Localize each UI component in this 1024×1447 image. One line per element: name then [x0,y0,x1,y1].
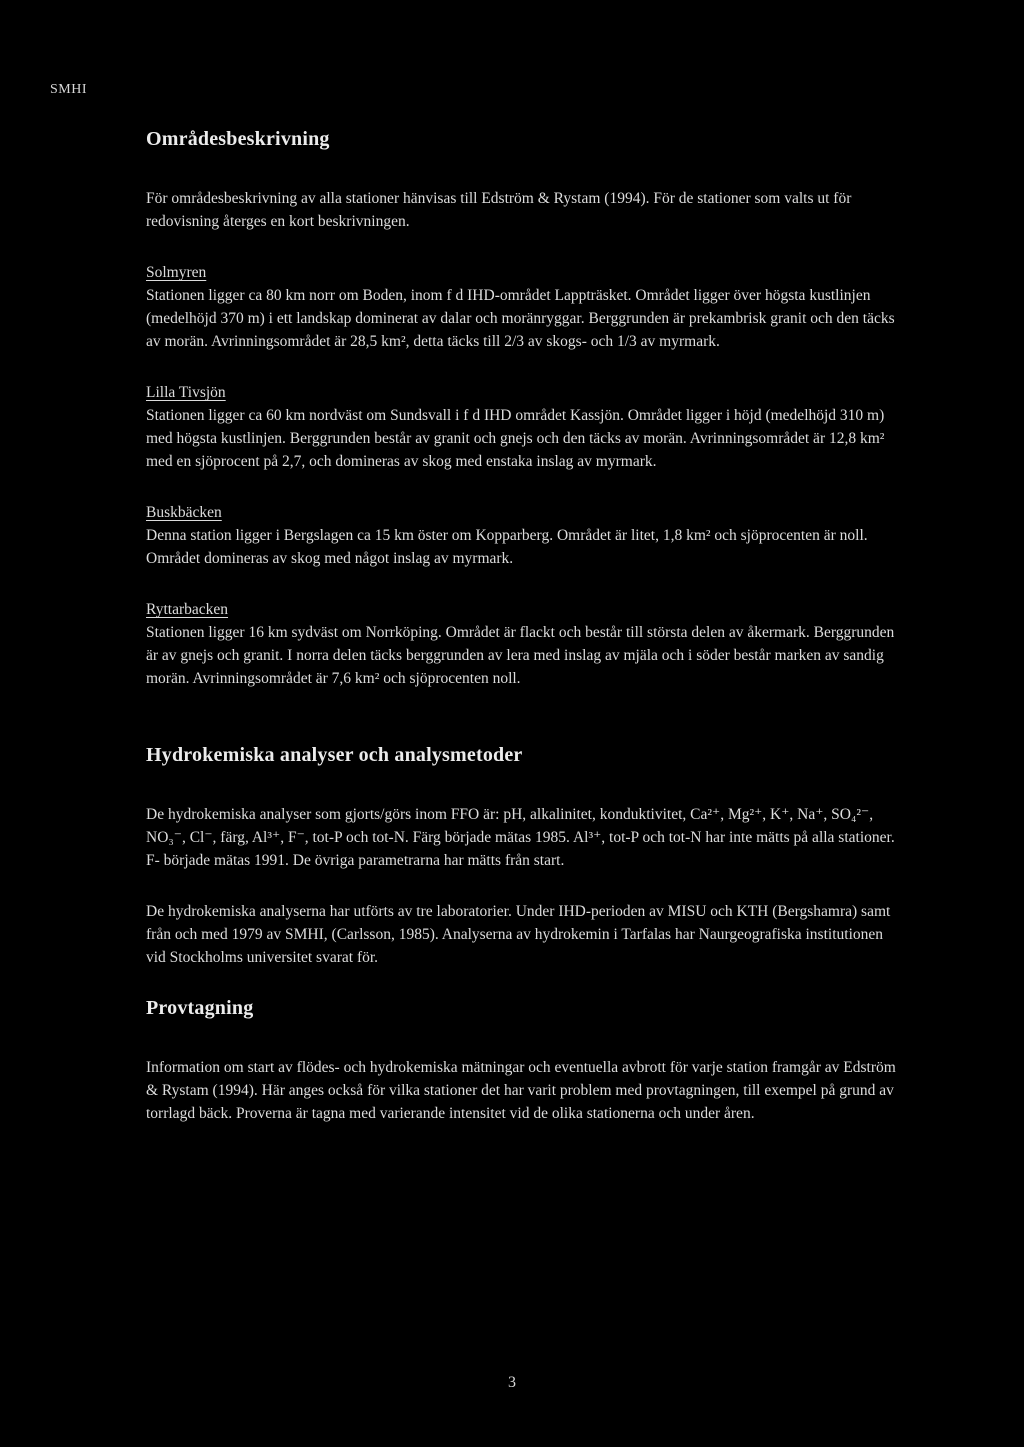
provtagning-text: Information om start av flödes- och hydrokemiska mätningar och eventuella avbrott för varje station framgår av Edström & Rystam (1994). Här anges också för vilka stationer det har varit problem med provtagningen, till exempel på grund av torrlagd bäck. Proverna är tagna med varierande intensitet vid de olika stationerna och under åren. [146,1059,896,1122]
intro-text: För områdesbeskrivning av alla stationer hänvisas till Edström & Rystam (1994). För de stationer som valts ut för redovisning återges en kort beskrivningen. [146,190,852,230]
section-title-provtagning: Provtagning [146,997,254,1019]
provtagning-paragraph [146,1056,906,1125]
station-text-lilla-tivsjon: Stationen ligger ca 60 km nordväst om Sundsvall i f d IHD området Kassjön. Området ligger i höjd (medelhöjd 310 m) med högsta kustlinjen. Berggrunden består av granit och gnejs och den täcks av morän. Avrinningsområdet är 12,8 km² med en sjöprocent på 2,7, och domineras av skog med enstaka inslag av myrmark. [146,407,885,470]
document-body [146,128,906,1153]
station-name-buskbacken: Buskbäcken [146,504,222,521]
station-solmyren [146,261,906,353]
station-text-buskbacken: Denna station ligger i Bergslagen ca 15 km öster om Kopparberg. Området är litet, 1,8 km² och sjöprocenten är noll. Området domineras av skog med något inslag av myrmark. [146,527,868,567]
station-ryttarbacken [146,598,906,690]
hydro-text-1: De hydrokemiska analyser som gjorts/görs inom FFO är: pH, alkalinitet, konduktivitet, Ca²⁺, Mg²⁺, K⁺, Na⁺, SO₄²⁻, NO₃⁻, Cl⁻, färg, Al³⁺, F⁻, tot-P och tot-N. Färg började mätas 1985. Al³⁺, tot-P och tot-N har inte mätts på alla stationer. F- började mätas 1991. De övriga parametrarna har mätts från start. [146,806,895,869]
hydro-paragraph-2 [146,900,906,969]
page-number: 3 [508,1374,516,1391]
station-name-ryttarbacken: Ryttarbacken [146,601,229,618]
station-lilla-tivsjon [146,381,906,473]
intro-paragraph [146,187,906,233]
hydro-paragraph-1 [146,803,906,872]
section-title-omradesbeskrivning: Områdesbeskrivning [146,128,330,150]
station-text-ryttarbacken: Stationen ligger 16 km sydväst om Norrköping. Området är flackt och består till största delen av åkermark. Berggrunden är av gnejs och granit. I norra delen täcks berggrunden av lera med inslag av mjäla och i söder består marken av sandig morän. Avrinningsområdet är 7,6 km² och sjöprocenten noll. [146,624,895,687]
station-text-solmyren: Stationen ligger ca 80 km norr om Boden, inom f d IHD-området Lappträsket. Området ligger över högsta kustlinjen (medelhöjd 370 m) i ett landskap dominerat av dalar och moränryggar. Berggrunden är prekambrisk granit och den täcks av morän. Avrinningsområdet är 28,5 km², detta täcks till 2/3 av skogs- och 1/3 av myrmark. [146,287,895,350]
header-org: SMHI [50,82,88,97]
station-buskbacken [146,501,906,570]
station-name-solmyren: Solmyren [146,264,207,281]
hydro-text-2: De hydrokemiska analyserna har utförts av tre laboratorier. Under IHD-perioden av MISU och KTH (Bergshamra) samt från och med 1979 av SMHI, (Carlsson, 1985). Analyserna av hydrokemin i Tarfalas har Naurgeografiska institutionen vid Stockholms universitet svarat för. [146,903,891,966]
section-title-hydrokemiska: Hydrokemiska analyser och analysmetoder [146,744,523,766]
station-name-lilla-tivsjon: Lilla Tivsjön [146,384,226,401]
